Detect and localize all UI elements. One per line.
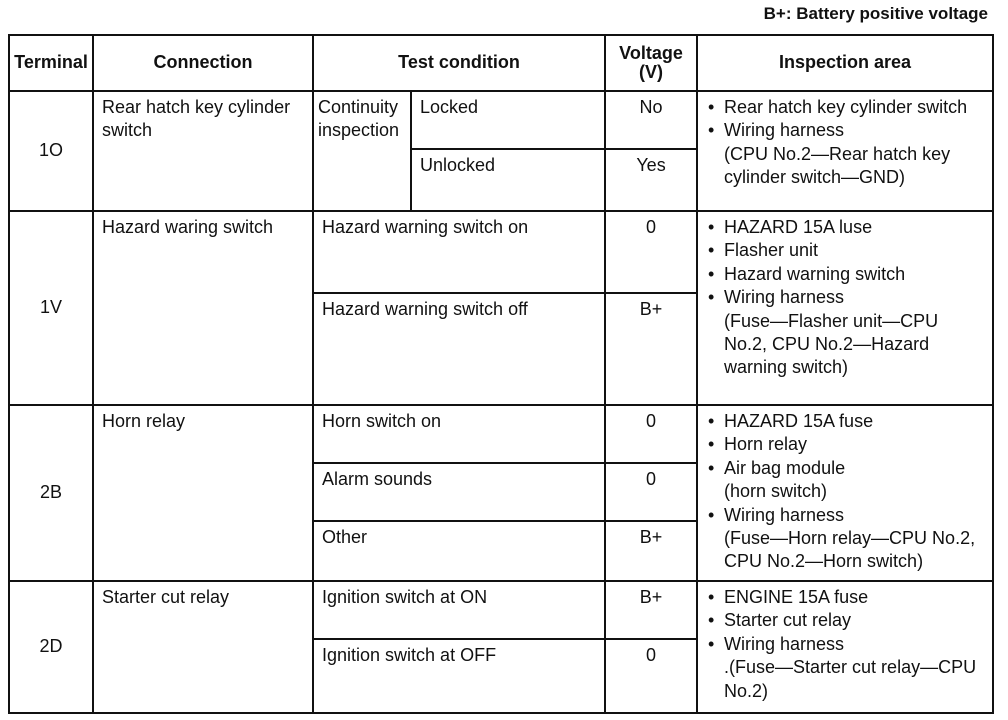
list-item: • Wiring harness (CPU No.2—Rear hatch key cylinder switch—GND): [722, 119, 984, 189]
condition-cell: Horn switch on: [313, 405, 605, 463]
inspection-cell: [697, 405, 993, 581]
list-item: • Air bag module (horn switch): [722, 457, 984, 504]
inspection-list: [706, 96, 984, 190]
header-connection: Connection: [93, 35, 313, 91]
list-item: • Wiring harness (Fuse—Flasher unit—CPU No.2, CPU No.2—Hazard warning switch): [722, 286, 984, 380]
terminal-cell: 1O: [9, 91, 93, 211]
connection-cell: Starter cut relay: [93, 581, 313, 713]
header-voltage: [605, 35, 697, 91]
voltage-cell: 0: [605, 463, 697, 521]
header-terminal: Terminal: [9, 35, 93, 91]
inspection-list: [706, 216, 984, 380]
condition-cell: Ignition switch at OFF: [313, 639, 605, 713]
table-row: [9, 211, 993, 293]
voltage-cell: B+: [605, 293, 697, 405]
condition-cell: Alarm sounds: [313, 463, 605, 521]
connection-cell: Rear hatch key cylinder switch: [93, 91, 313, 211]
voltage-note: B+: Battery positive voltage: [763, 4, 988, 23]
voltage-cell: 0: [605, 405, 697, 463]
list-item: • Starter cut relay: [722, 609, 984, 632]
condition-group-cell: Continuity inspection: [313, 91, 411, 211]
voltage-cell: 0: [605, 639, 697, 713]
condition-cell: Other: [313, 521, 605, 581]
inspection-cell: [697, 91, 993, 211]
connection-cell: Horn relay: [93, 405, 313, 581]
condition-cell: Ignition switch at ON: [313, 581, 605, 639]
header-inspection-area: Inspection area: [697, 35, 993, 91]
voltage-cell: No: [605, 91, 697, 149]
inspection-cell: [697, 211, 993, 405]
list-item: • Horn relay: [722, 433, 984, 456]
table-row: [9, 581, 993, 639]
inspection-table: [8, 34, 994, 714]
voltage-cell: Yes: [605, 149, 697, 211]
table-header-row: [9, 35, 993, 91]
inspection-list: [706, 410, 984, 574]
condition-cell: Unlocked: [411, 149, 605, 211]
list-item: • HAZARD 15A luse: [722, 216, 984, 239]
table-row: [9, 405, 993, 463]
list-item: • ENGINE 15A fuse: [722, 586, 984, 609]
terminal-cell: 2B: [9, 405, 93, 581]
condition-cell: Hazard warning switch on: [313, 211, 605, 293]
list-item: • HAZARD 15A fuse: [722, 410, 984, 433]
inspection-cell: [697, 581, 993, 713]
list-item: • Flasher unit: [722, 239, 984, 262]
voltage-cell: 0: [605, 211, 697, 293]
condition-cell: Locked: [411, 91, 605, 149]
list-item: • Hazard warning switch: [722, 263, 984, 286]
table-row: [9, 91, 993, 149]
list-item: • Rear hatch key cylinder switch: [722, 96, 984, 119]
header-voltage-unit: (V): [639, 62, 664, 82]
voltage-cell: B+: [605, 581, 697, 639]
list-item: • Wiring harness .(Fuse—Starter cut relay—CPU No.2): [722, 633, 984, 703]
inspection-list: [706, 586, 984, 703]
terminal-cell: 2D: [9, 581, 93, 713]
condition-cell: Hazard warning switch off: [313, 293, 605, 405]
header-test-condition: Test condition: [313, 35, 605, 91]
header-voltage-label: Voltage: [619, 43, 683, 64]
voltage-cell: B+: [605, 521, 697, 581]
list-item: • Wiring harness (Fuse—Horn relay—CPU No.2, CPU No.2—Horn switch): [722, 504, 984, 574]
terminal-cell: 1V: [9, 211, 93, 405]
connection-cell: Hazard waring switch: [93, 211, 313, 405]
